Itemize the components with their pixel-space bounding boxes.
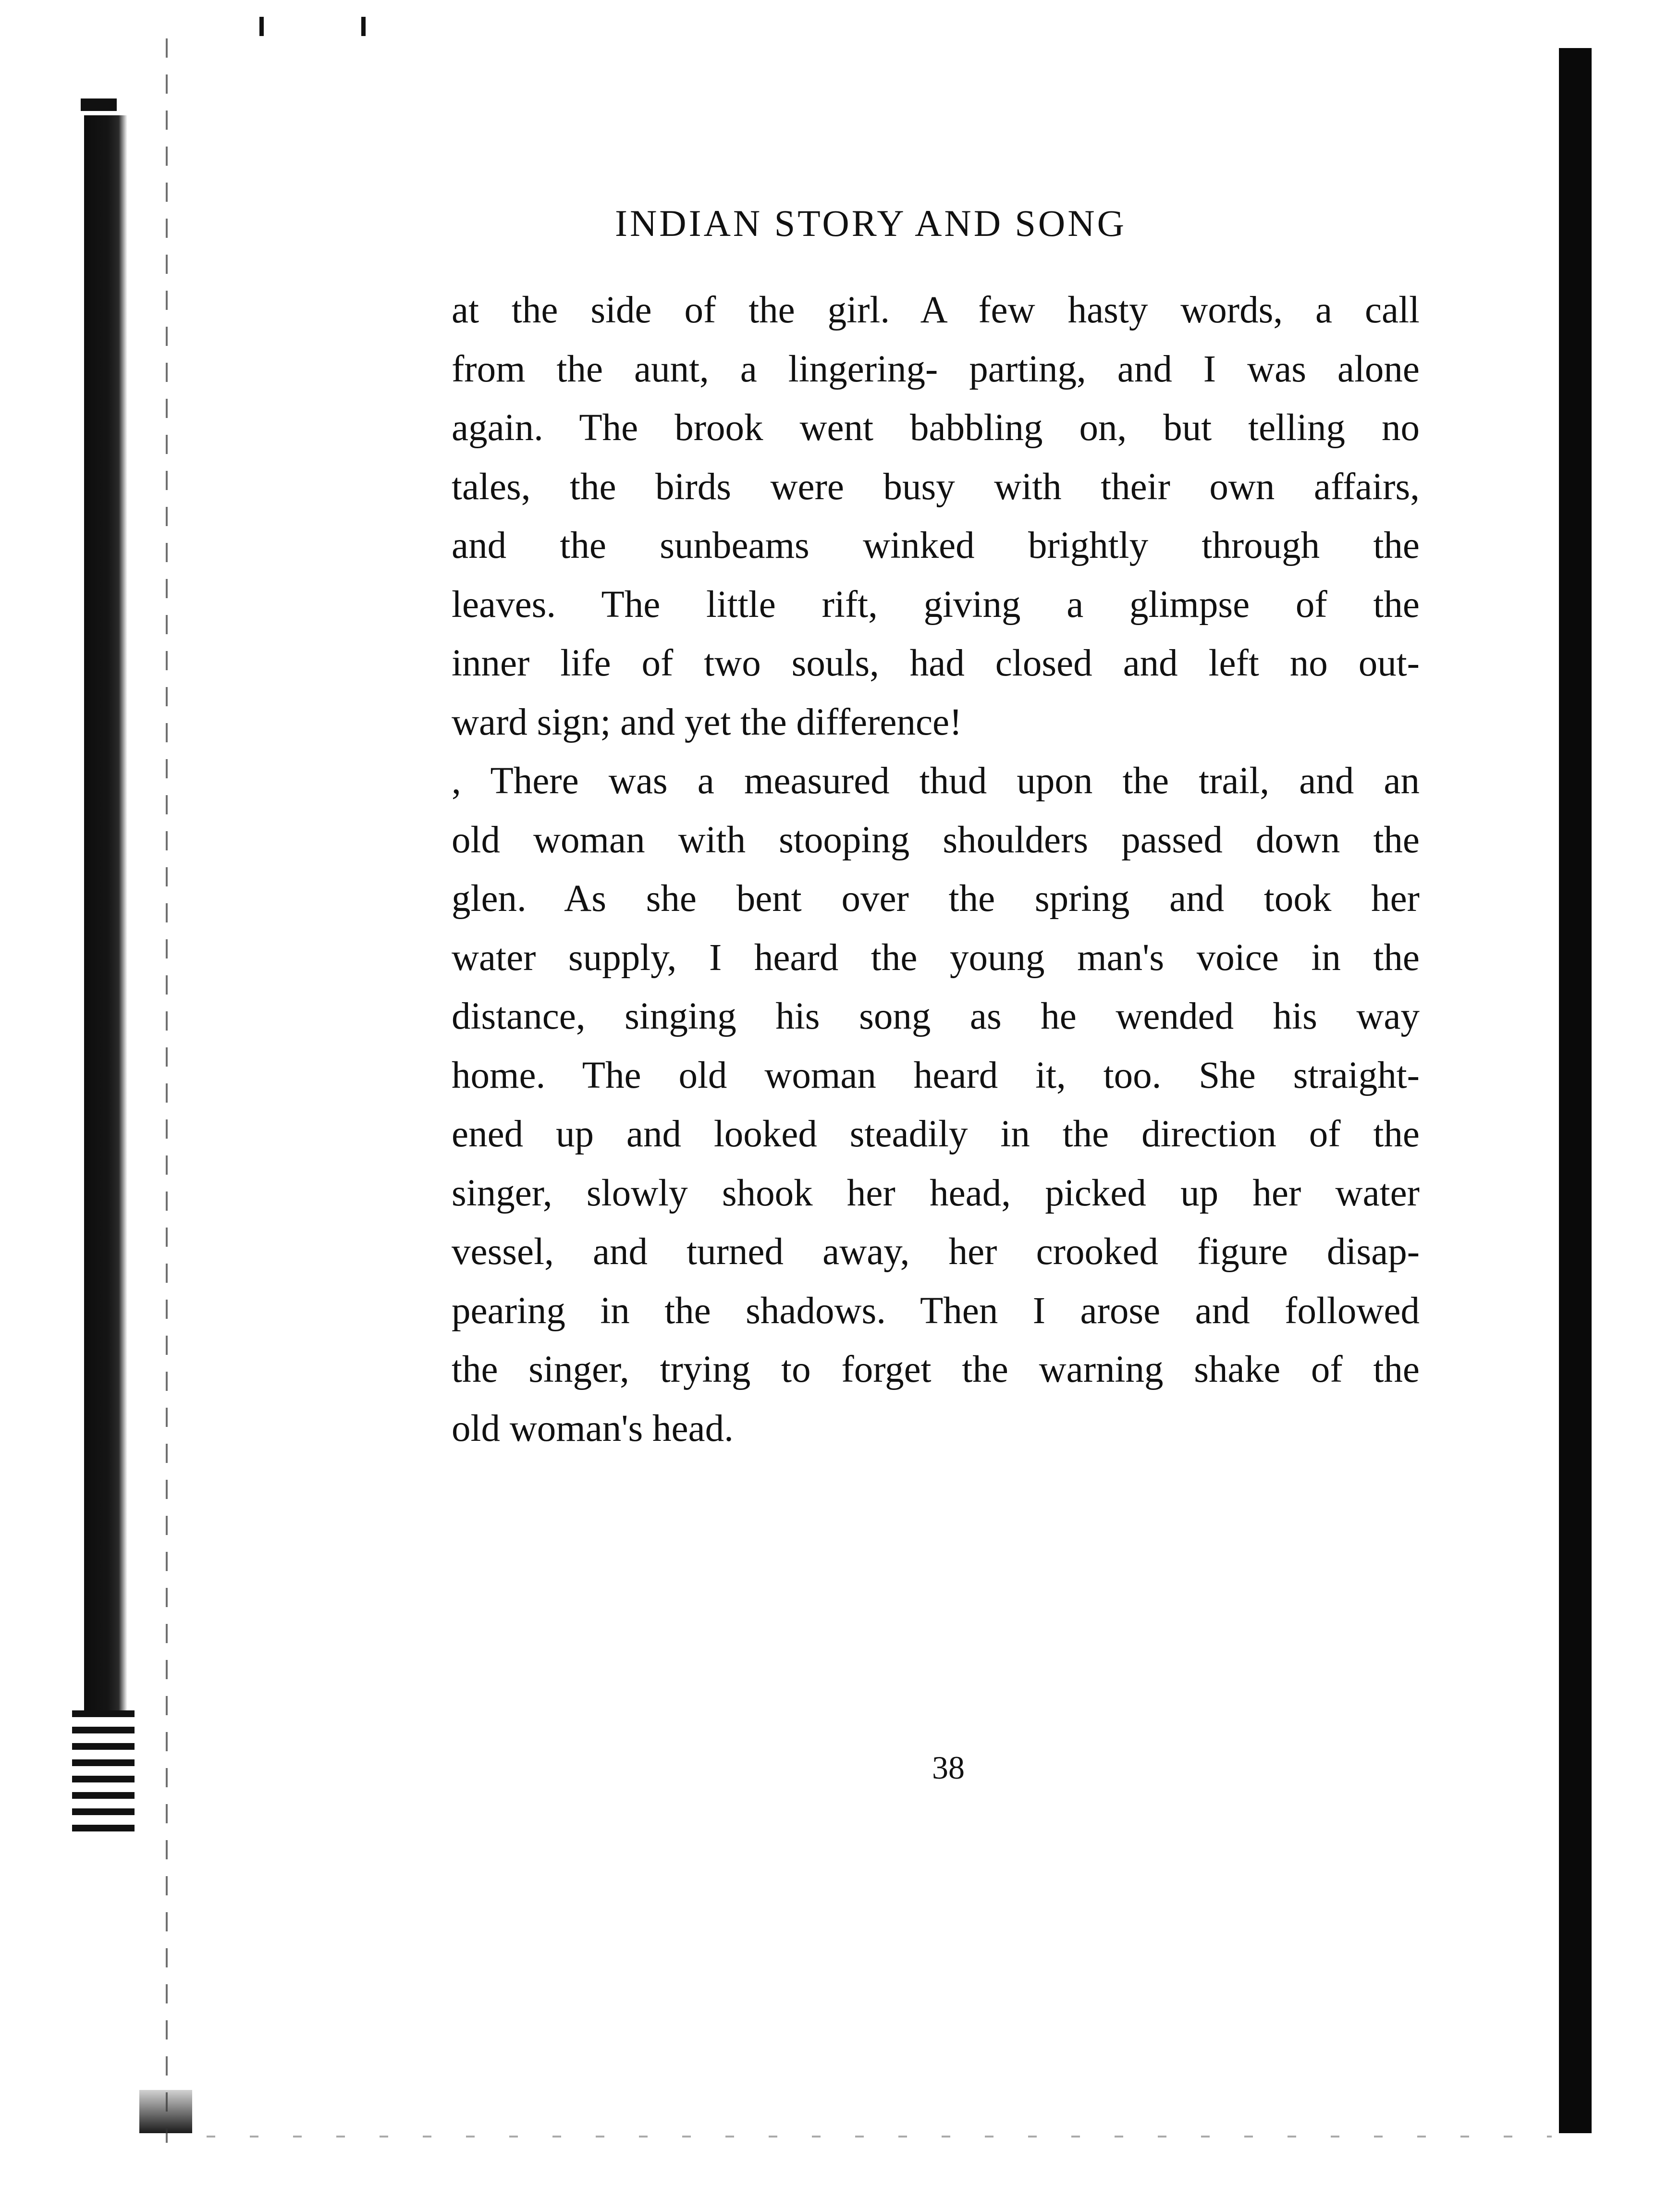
left-binding-shadow [84, 115, 127, 1710]
body-text [452, 281, 1420, 1458]
text-line: glen. As she bent over the spring and took her [452, 878, 1420, 920]
gutter-line [166, 38, 168, 2143]
right-binding-shadow [1559, 48, 1592, 2133]
text-line: vessel, and turned away, her crooked figure disap- [452, 1231, 1420, 1273]
running-head: INDIAN STORY AND SONG [615, 202, 1127, 244]
text-line: leaves. The little rift, giving a glimpse of the [452, 583, 1420, 626]
text-line: the singer, trying to forget the warning shake of the [452, 1349, 1420, 1390]
text-line: distance, singing his song as he wended his way [452, 995, 1420, 1037]
text-line: old woman with stooping shoulders passed down the [452, 819, 1420, 861]
text-line: at the side of the girl. A few hasty words, a call [452, 289, 1420, 331]
text-line: tales, the birds were busy with their own affairs, [452, 466, 1420, 508]
text-line: ward sign; and yet the difference! [452, 701, 962, 743]
text-line: singer, slowly shook her head, picked up her water [452, 1172, 1420, 1214]
text-line: ened up and looked steadily in the direction of the [452, 1113, 1420, 1155]
top-tick-mark [361, 17, 366, 36]
text-line: old woman's head. [452, 1407, 734, 1450]
text-line: and the sunbeams winked brightly through the [452, 525, 1420, 566]
text-line: inner life of two souls, had closed and left no out- [452, 642, 1420, 684]
bottom-scan-noise [207, 2136, 1552, 2138]
text-line: water supply, I heard the young man's voice in the [452, 936, 1420, 979]
text-line: pearing in the shadows. Then I arose and followed [452, 1290, 1420, 1332]
text-line: from the aunt, a lingering- parting, and I was alone [452, 348, 1420, 390]
left-binding-mark [81, 98, 117, 111]
text-line: , There was a measured thud upon the trail, and an [452, 760, 1420, 802]
top-tick-mark [259, 17, 264, 36]
text-line: again. The brook went babbling on, but telling no [452, 407, 1420, 449]
left-binding-stripes [72, 1710, 135, 1835]
text-line: home. The old woman heard it, too. She straight- [452, 1054, 1420, 1096]
page-number: 38 [932, 1749, 965, 1786]
